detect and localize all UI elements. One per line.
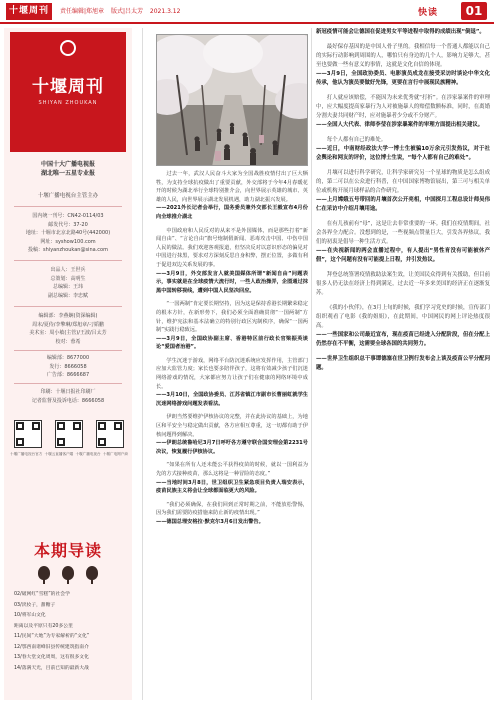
quote-attribution: ——世界卫生组织总干事谭德塞在世卫例行发布会上谈及疫苗公平分配问题。 (316, 356, 490, 371)
masthead-host: 十堰广播电视台主管主办 (37, 193, 99, 199)
toc-item[interactable]: 14/落满天光，目前已知的最新大战 (14, 665, 89, 671)
info-line: 记者监督及投诉电话：8666058 (31, 397, 105, 404)
quote-paragraph: 伊朗当然要维护伊核协议的完整，并在此协议的基础上，为地区和平安全与稳定做出贡献，各方应相互尊重，这一切都有助于伊核问题得到解决。 (156, 414, 308, 438)
info-line: 副总编辑：李忠赋 (47, 292, 88, 299)
qr-code[interactable] (96, 420, 124, 448)
divider (14, 350, 122, 351)
toc-item[interactable]: 距离以及平原只有20多公里 (14, 623, 73, 629)
info-line: 出品人：王世兵 (50, 267, 86, 273)
qr-label: 十堰广电网户商 (102, 452, 128, 456)
toc-list (14, 590, 126, 674)
quote-attribution: ——上月嫦娥五号带回的月壤首次公开亮相，中国探月工程总设计师吴伟仁在采访中介绍月壤用途。 (316, 197, 490, 212)
quote-attribution: ——伊朗总统鲁哈尼3月7日呼吁各方遵守联合国安理会第2231号决议，恢复履行伊核协议。 (156, 440, 308, 455)
ink-drop-icon (86, 566, 98, 580)
toc-ornament (38, 566, 98, 580)
quote-paragraph: 最好保存基因的是中国人骨子里的。我相信每一个普通人都能以自己的实际行动影响到周围的人，哪怕只有身边的几个人，影响力足够大，甚至也要做一些有意义的事情，这就是文化自信的体现。 (316, 44, 490, 68)
info-block-registration (10, 212, 126, 255)
info-line: 总策划：高明生 (50, 275, 86, 282)
info-line: 编辑部：李燕娴(资深编辑) (38, 313, 98, 319)
divider (14, 260, 122, 261)
info-line: 校对：蓉希 (55, 338, 81, 345)
quote-paragraph: “一国两制”肯定要长期坚持，因为这是保持香港长期繁荣稳定的根本方针，在新形势下，我们必须全面准确贯彻“一国两制”方针，维护宪法和基本法确立的特别行政区宪制秩序，确保“一国两制”实践行稳致远。 (156, 301, 308, 334)
masthead-title: 十堰周刊 (32, 77, 104, 97)
info-line: 印刷：十堰日报社印刷厂 (40, 389, 96, 395)
quote-attribution: ——一些国家和公司最近宣布，现在疫苗已经进入分配阶段，但在分配上仍然存在不平衡，这需要全球各国的共同努力。 (316, 332, 490, 347)
qr-code[interactable] (14, 420, 42, 448)
top-header-bar (0, 0, 494, 24)
ink-drop-icon (38, 566, 50, 580)
qr-label: 十堰广播电视台 (75, 452, 101, 456)
masthead (10, 32, 126, 152)
info-block-phones (10, 354, 126, 380)
info-line: 邮发代号：37-20 (48, 221, 88, 228)
qr-code[interactable] (55, 420, 83, 448)
toc-item[interactable]: 03/淡妆子，甜糖子 (14, 602, 56, 608)
info-line: 总编辑：王玮 (52, 284, 83, 290)
qr-label: 十堰云直播客户端 (44, 452, 74, 456)
divider (14, 306, 122, 307)
quote-attribution: ——德国总理安格拉·默克尔3月6日发出警告。 (156, 518, 264, 525)
quote-attribution: ——近日，中南财经政法大学一博士生被骗10万余元引发热议，对于社会舆论和网友的评价，这位博士生说，“每个人都有自己的难处”。 (316, 146, 490, 161)
quote-paragraph: “我们必须确保，在我们回到正常时期之前，不能放松警惕，因为我们需要防疫措施来防止新的疫情出现。” (156, 501, 308, 517)
header-meta (60, 6, 185, 15)
header-editor: 责任编辑|郑旭章 (60, 8, 105, 15)
info-line: 投稿：shiyanzhoukan@sina.com (28, 247, 108, 253)
slogan-line-1: 中国十大广播电视报 (40, 161, 95, 168)
header-designer: 版式|吕太芳 (110, 8, 143, 15)
info-block-staff (10, 312, 126, 346)
quote-attribution: ——在央视新闻的两会直播过程中，有人提出“男性育没有可能被休产假”，这个问题有没有可能提上日程，并引发热议。 (316, 248, 490, 263)
info-line: 编辑部：8677000 (46, 355, 90, 361)
middle-column-quotes (156, 170, 308, 527)
page-number: 01 (461, 2, 487, 20)
info-line: 广告部：8666687 (46, 372, 90, 378)
column-divider-left (142, 28, 143, 700)
toc-item[interactable]: 11/民间“大地”为专家解析的“文化” (14, 634, 90, 639)
info-line: 发行：8666058 (49, 363, 87, 370)
toc-item[interactable]: 10/将军山文化 (14, 613, 46, 618)
toc-item[interactable]: 02/破网红“雪糕”的社会学 (14, 592, 70, 597)
quote-paragraph: 拜登总统签署疫情救助法案生效，让美国民众得到有关援助，但目前很多人仍无法在经济上得到满足，过去近一年多来美国的经济正在逐渐复苏。 (316, 272, 490, 296)
divider (14, 383, 122, 384)
quote-paragraph: 在有儿孩前有“母”，这是让去非常重要的一环。我们在疫情期间，社会各界全力配合。没想到的是，一些视频点赞量巨大，引发各界热议，我们的初衷是倡导一种生活方式。 (316, 221, 490, 245)
quote-attribution: ——全国人大代表、律师李莹在涉家暴案件的审理方面提出相关建议。 (316, 122, 484, 128)
slogan-line-2: 湖北唯一五星专业报 (40, 170, 95, 177)
header-section: 快读 (418, 8, 439, 18)
quote-paragraph: 《我的小伙伴》，在3月上旬的时候，我们学习党史的时候，宣传部门组织观看了电影《我的姐姐》，在此期间，中国网民的网上评论热度很高。 (316, 305, 490, 329)
ink-drop-icon (62, 566, 74, 580)
quote-attribution: ——3月9日，外交部发言人就美国媒体所谓“新闻自由”问题表示，事实就是在全球疫情大流行时，一些人政治操弄，企图通过抹黑中国转移视线，遭到中国人民坚决回应。 (156, 270, 308, 294)
masthead-pinyin: SHIYAN ZHOUKAN (38, 100, 98, 106)
qr-label: 十堰广播电视台官方 (10, 452, 43, 456)
quote-paragraph: 中国政府和人民反对的从来不是外国媒体，而是那些打着“新闻自由”、“言论自由”旗号炮制假新闻、恶毒攻击中国、中伤中国人民的做法。我们欢迎客观报道，但坚决反对以意识形态的偏见对中国进行抹黑，要求对方深刻反思自身积弊，摆正位置，多做有利于促进双边关系发展的事。 (156, 227, 308, 268)
info-line: 美术室：周小敏(主管)/王波/吕太芳 (29, 330, 107, 336)
quote-paragraph: 每个人都有自己的难处。 (326, 137, 387, 143)
masthead-ornament-icon (60, 40, 76, 56)
divider (14, 206, 122, 207)
qr-code-row (14, 420, 124, 452)
toc-item[interactable]: 13/春大堂文化周周，这有很多文化 (14, 655, 89, 660)
quote-attribution: ——3月9日，全国政协委员、电影演员成龙在接受采访时谈论中华文化传承，他认为演员要做好先锋，更要在言行中展现民族精神。 (316, 71, 490, 86)
info-line: 周末/夏侍/李擎琳/郑旭章/刁韬鹏 (32, 321, 104, 328)
info-block-printing (10, 388, 126, 405)
quote-paragraph: 过去一年，武汉人民奋斗大家为全国战胜疫情付出了巨大牺牲，为支持全球抗疫做出了重要贡献，外交部将于今年4月春暖花开的时候为湖北举行全球特别推介会，向世界展示英雄的城市、英雄的人民，向世界展示湖北发展机遇，助力湖北振兴发展。 (156, 171, 308, 203)
column-divider-right (311, 28, 312, 700)
info-line: 地址：十堰市北京北路40号(442000) (25, 230, 111, 236)
toc-title: 本期导读 (33, 541, 102, 560)
quote-paragraph: “如果在所有人还未能公平获得疫苗的时候，就以一国利益为先的方式接种疫苗，那么这将是一种冒险的态度。” (156, 462, 308, 477)
toc-item[interactable]: 12/鄂西南诸峰旧县传统建筑指南介 (14, 644, 89, 650)
header-date: 2021.3.12 (149, 8, 181, 15)
cherry-blossom-illustration (157, 35, 308, 166)
quote-attribution: 新冠疫情可能会让德国在促进男女平等进程中取得的成绩出现“倒退”。 (316, 29, 485, 35)
info-line: 网址：syshow100.com (40, 238, 96, 245)
quote-attribution: ——3月10日，全国政协委员、江苏省镇江市副市长曹丽虹就学生沉迷网络游戏问题发表看法。 (156, 392, 308, 407)
quote-paragraph: 学生沉迷于游戏，网络平台防沉迷系统应发挥作用，主管部门应加大监管力度；家长也要多陪伴孩子，这将有效减少孩子们沉迷网络游戏的情况，大家都应努力让孩子们在健康的网络环境中成长。 (156, 357, 308, 390)
right-column-quotes (316, 28, 490, 373)
left-sidebar (4, 28, 132, 700)
quote-paragraph: 打人就应该赔偿，不能因为未来优秀就“打折”。在涉家暴案件的审理中，应大幅度提高家暴行为人对被施暴人的赔偿数额标准，同时，在离婚分割夫妻共同财产时，应对施暴者少分或不分财产。 (316, 95, 490, 119)
masthead-slogan (10, 160, 126, 178)
quote-attribution: ——当地时间3月8日，世卫组织卫生紧急项目负责人瑞安表示，疫苗民族主义将会让全球都面临更大的风险。 (156, 479, 308, 495)
quote-attribution: ——3月9日，全国政协副主席、香港特区前行政长官梁振英谈论“爱国者治港”。 (156, 335, 308, 351)
cherry-blossom-photo (156, 34, 308, 166)
info-block-leadership (10, 266, 126, 300)
quote-paragraph: 月壤可以进行科学研究，让科学家研究另一个星球的物质是怎么组成的，第二可以在公众进行科普，在中国国家博物馆展出，第三可与相关单位或机构开展月球样品的合作研究。 (316, 170, 490, 194)
quote-attribution: ——2021外长记者会举行，国务委员兼外交部长王毅宣布4月份向全球推介湖北 (156, 205, 308, 220)
header-logo: 十堰周刊 (6, 3, 52, 20)
info-line: 国内统一刊号：CN42-0114/03 (32, 213, 104, 219)
qr-code-labels (10, 452, 128, 457)
